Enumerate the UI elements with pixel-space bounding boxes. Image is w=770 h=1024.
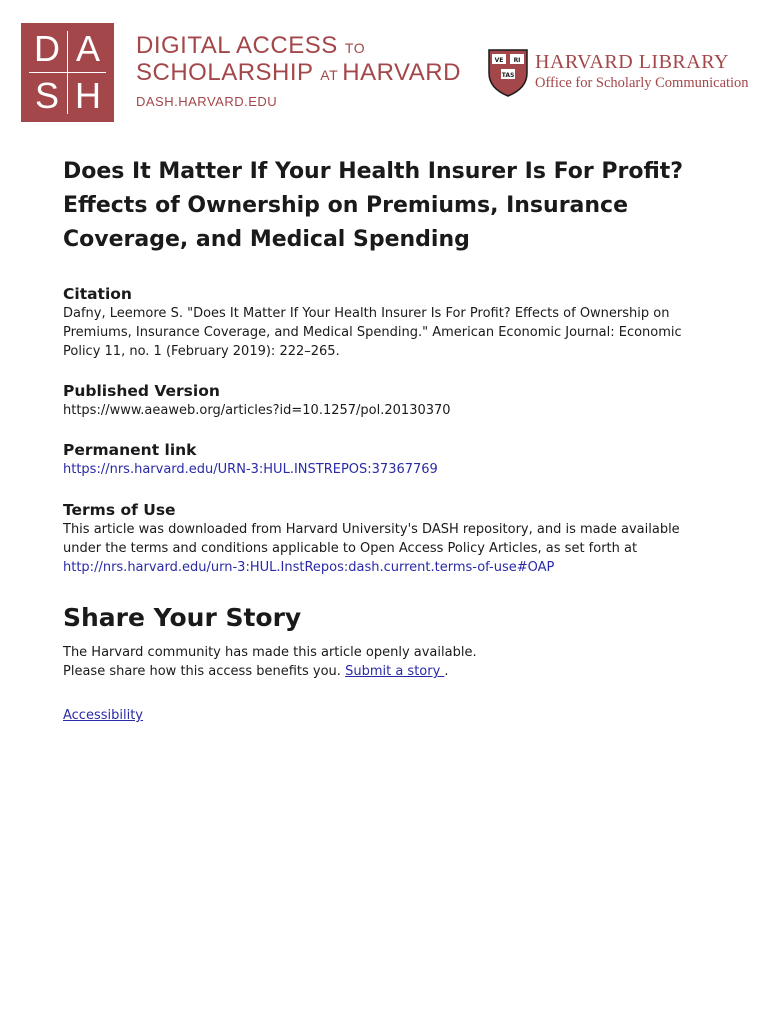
dash-logo-letter-h: H <box>75 75 101 116</box>
permanent-link-section <box>63 440 713 479</box>
permanent-link-label: Permanent link <box>63 441 197 459</box>
published-version-section <box>63 381 713 420</box>
dash-wordmark-line2 <box>136 59 461 89</box>
dash-url: DASH.HARVARD.EDU <box>136 94 278 109</box>
dash-wordmark-line2-end: HARVARD <box>342 59 461 86</box>
terms-of-use-link[interactable]: http://nrs.harvard.edu/urn-3:HUL.InstRepos:dash.current.terms-of-use#OAP <box>63 560 555 575</box>
dash-logo-letter-s: S <box>34 75 59 116</box>
article-title: Does It Matter If Your Health Insurer Is For Profit? Effects of Ownership on Premiums, Insurance Coverage, and Medical Spending <box>63 159 684 252</box>
citation-text: Dafny, Leemore S. "Does It Matter If Your Health Insurer Is For Profit? Effects of Ownership on Premiums, Insurance Coverage, and Medical Spending." American Economic Journal: Economic Policy 11, no. 1 (February 2019): 222–265. <box>63 306 682 359</box>
accessibility-link[interactable]: Accessibility <box>63 708 143 723</box>
terms-of-use-paragraph <box>63 520 713 577</box>
harvard-shield-icon <box>488 49 528 97</box>
terms-of-use-label: Terms of Use <box>63 501 176 519</box>
published-version-label: Published Version <box>63 382 220 400</box>
share-line2 <box>63 662 713 681</box>
harvard-library-subtitle: Office for Scholarly Communication <box>535 75 749 91</box>
dash-logo-letter-a: A <box>75 28 100 69</box>
dash-logo <box>21 23 114 122</box>
dash-logo-divider-horizontal <box>29 72 106 73</box>
share-line2-prefix: Please share how this access benefits you. <box>63 664 346 679</box>
submit-story-link[interactable]: Submit a story <box>345 664 445 679</box>
share-section <box>63 643 713 681</box>
shield-text-tas: TAS <box>501 72 515 79</box>
harvard-library-title: HARVARD LIBRARY <box>535 51 729 73</box>
dash-wordmark-line2-main: SCHOLARSHIP <box>136 59 321 86</box>
accessibility-section <box>63 706 713 725</box>
share-line2-suffix: . <box>444 664 449 679</box>
dash-wordmark-line1 <box>136 32 365 62</box>
share-your-story-heading: Share Your Story <box>63 603 302 632</box>
terms-of-use-section <box>63 500 713 577</box>
citation-section <box>63 284 713 361</box>
dash-wordmark-line1-small: TO <box>344 40 366 56</box>
citation-label: Citation <box>63 285 132 303</box>
permanent-link[interactable]: https://nrs.harvard.edu/URN-3:HUL.INSTREPOS:37367769 <box>63 462 438 477</box>
dash-wordmark-line2-small: AT <box>320 67 343 83</box>
terms-of-use-text: This article was downloaded from Harvard University's DASH repository, and is made available under the terms and conditions applicable to Open Access Policy Articles, as set forth at <box>63 522 680 556</box>
shield-text-ri: RI <box>513 57 521 64</box>
shield-text-ve: VE <box>494 57 504 64</box>
dash-wordmark-line1-main: DIGITAL ACCESS <box>136 32 345 59</box>
share-line1: The Harvard community has made this article openly available. <box>63 645 477 660</box>
dash-logo-letter-d: D <box>34 28 60 69</box>
published-version-url: https://www.aeaweb.org/articles?id=10.1257/pol.20130370 <box>63 403 451 418</box>
